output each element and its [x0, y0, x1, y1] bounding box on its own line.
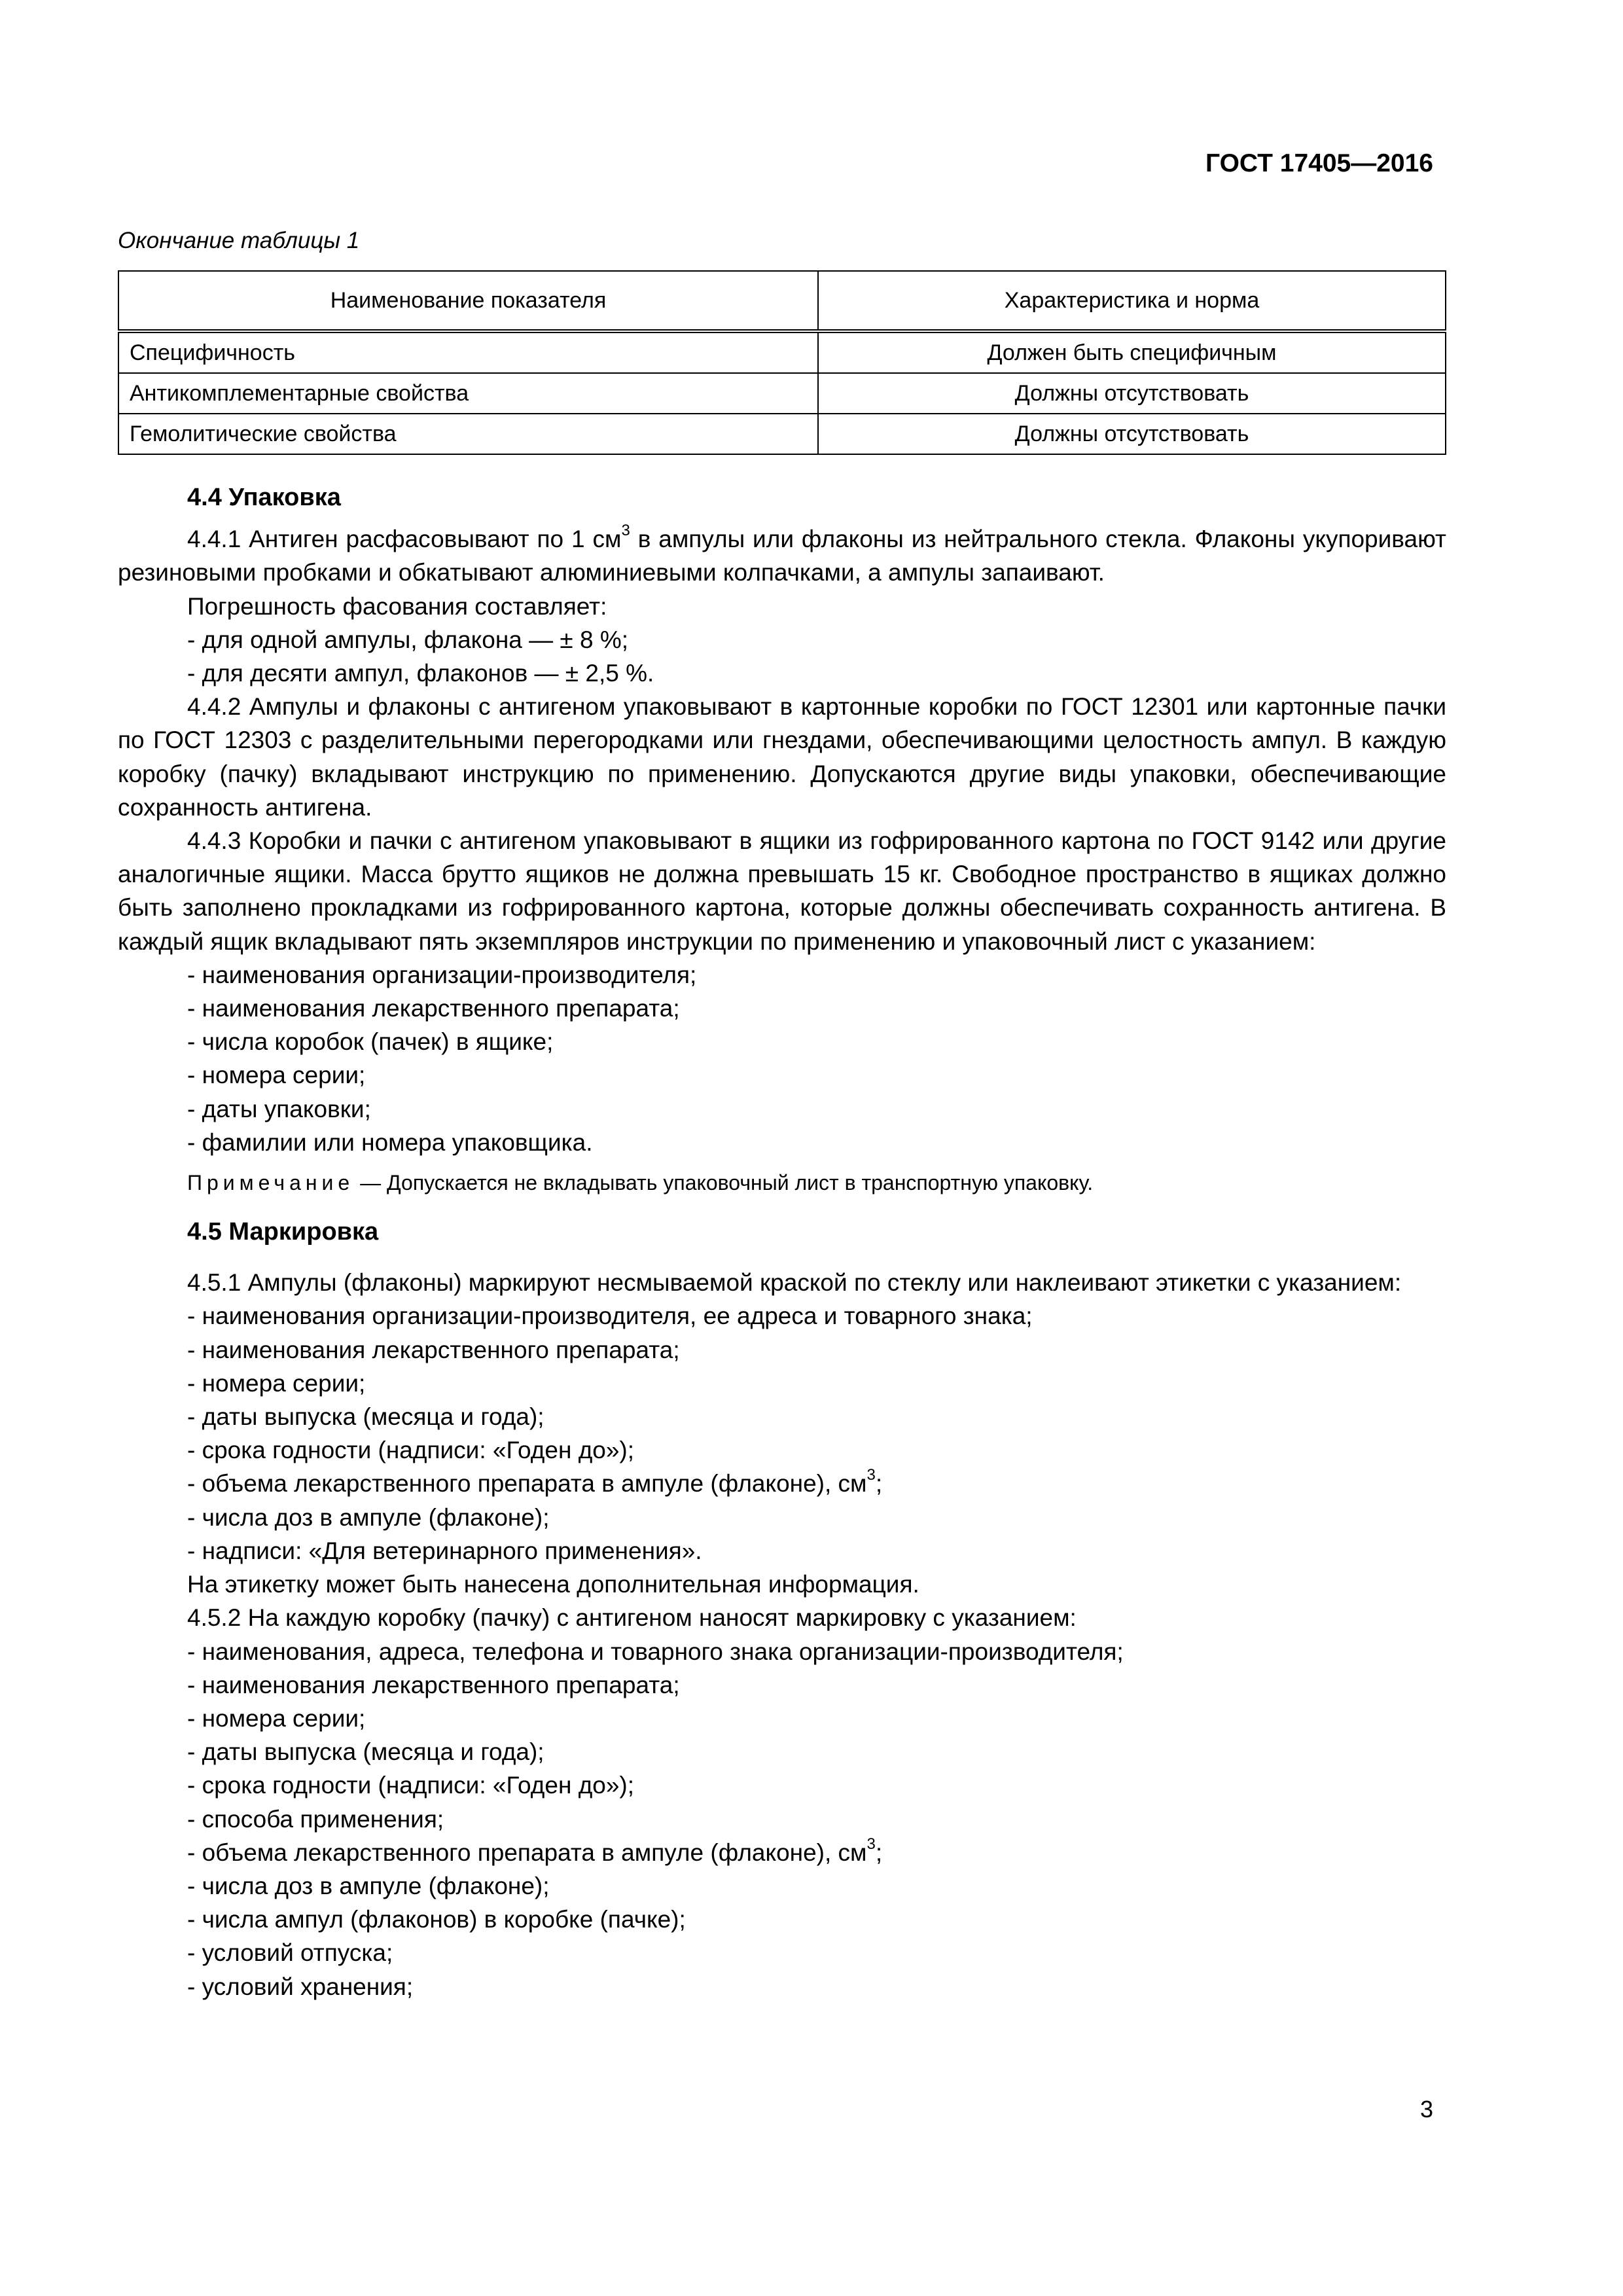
list-item: - для десяти ампул, флаконов — ± 2,5 %.	[187, 660, 654, 687]
text-run: в ампулы или флаконы из нейтрального стекла. Флаконы укупоривают резиновыми пробками и обкатывают алюминиевыми колпачками, а ампулы запаивают.	[118, 526, 1447, 586]
list-item: - условий хранения;	[187, 1973, 414, 2000]
list-item: - фамилии или номера упаковщика.	[187, 1128, 593, 1156]
section-heading: 4.4 Упаковка	[187, 484, 341, 511]
paragraph: На этикетку может быть нанесена дополнительная информация.	[187, 1571, 919, 1598]
list-item: - номера серии;	[187, 1704, 366, 1732]
text-run: - объема лекарственного препарата в ампуле (флаконе), см	[187, 1470, 867, 1498]
superscript: 3	[866, 1835, 876, 1853]
list-item: - наименования организации-производителя, ее адреса и товарного знака;	[187, 1302, 1033, 1330]
table-row	[118, 414, 1446, 454]
table-cell: Должны отсутствовать	[818, 414, 1446, 454]
table-cell: Должен быть специфичным	[818, 331, 1446, 373]
list-item: - даты упаковки;	[187, 1095, 371, 1122]
list-item: - наименования лекарственного препарата;	[187, 1336, 680, 1363]
list-item: - наименования организации-производителя;	[187, 961, 697, 988]
list-item: - способа применения;	[187, 1805, 444, 1833]
list-item: - наименования лекарственного препарата;	[187, 995, 680, 1022]
paragraph: 4.5.2 На каждую коробку (пачку) с антигеном наносят маркировку с указанием:	[187, 1604, 1077, 1632]
table-row	[118, 373, 1446, 414]
list-item: - срока годности (надписи: «Годен до»);	[187, 1437, 635, 1464]
paragraph: 4.5.1 Ампулы (флаконы) маркируют несмываемой краской по стеклу или наклеивают этикетки с указанием:	[187, 1269, 1402, 1297]
text-run: - объема лекарственного препарата в ампуле (флаконе), см	[187, 1839, 867, 1866]
list-item	[118, 1836, 1446, 1869]
list-item: - срока годности (надписи: «Годен до»);	[187, 1772, 635, 1799]
column-header: Характеристика и норма	[818, 271, 1446, 331]
paragraph: Погрешность фасования составляет:	[187, 592, 607, 620]
paragraph: 4.4.3 Коробки и пачки с антигеном упаковывают в ящики из гофрированного картона по ГОСТ 9142 или другие аналогичные ящики. Масса брутто ящиков не должна превышать 15 кг. Свободное пространство в ящиках должно быть заполнено прокладками из гофрированного картона, которые должны обеспечивать сохранность антигена. В каждый ящик вкладывают пять экземпляров инструкции по применению и упаковочный лист с указанием:	[118, 827, 1446, 955]
list-item: - для одной ампулы, флакона — ± 8 %;	[187, 626, 629, 653]
list-item: - надписи: «Для ветеринарного применения».	[187, 1537, 702, 1564]
table-header-row	[118, 271, 1446, 331]
specification-table	[118, 270, 1446, 455]
page-number: 3	[1419, 2096, 1433, 2123]
list-item: - числа доз в ампуле (флаконе);	[187, 1872, 550, 1899]
document-header: ГОСТ 17405—2016	[1205, 149, 1433, 177]
superscript: 3	[866, 1466, 876, 1484]
paragraph	[118, 522, 1446, 589]
table-cell: Специфичность	[118, 331, 818, 373]
text-run: 4.4.1 Антиген расфасовывают по 1 см	[187, 526, 622, 553]
table-cell: Антикомплементарные свойства	[118, 373, 818, 414]
table-cell: Гемолитические свойства	[118, 414, 818, 454]
note-text: — Допускается не вкладывать упаковочный лист в транспортную упаковку.	[354, 1171, 1094, 1195]
list-item: - номера серии;	[187, 1369, 366, 1397]
note-label: Примечание	[187, 1171, 355, 1195]
list-item: - даты выпуска (месяца и года);	[187, 1403, 544, 1431]
section-heading: 4.5 Маркировка	[187, 1218, 379, 1246]
document-body	[118, 481, 1446, 2003]
superscript: 3	[621, 522, 630, 540]
table-row	[118, 331, 1446, 373]
list-item: - числа ампул (флаконов) в коробке (пачке);	[187, 1906, 686, 1933]
table-cell: Должны отсутствовать	[818, 373, 1446, 414]
list-item: - числа коробок (пачек) в ящике;	[187, 1028, 554, 1056]
note	[118, 1167, 1446, 1198]
list-item: - условий отпуска;	[187, 1939, 393, 1967]
list-item: - наименования, адреса, телефона и товарного знака организации-производителя;	[187, 1638, 1124, 1665]
paragraph: 4.4.2 Ампулы и флаконы с антигеном упаковывают в картонные коробки по ГОСТ 12301 или картонные пачки по ГОСТ 12303 с разделительными перегородками или гнездами, обеспечивающими целостность ампул. В каждую коробку (пачку) вкладывают инструкцию по применению. Допускаются другие виды упаковки, обеспечивающие сохранность антигена.	[118, 693, 1446, 821]
list-item: - номера серии;	[187, 1062, 366, 1089]
column-header: Наименование показателя	[118, 271, 818, 331]
table-caption: Окончание таблицы 1	[118, 228, 360, 253]
text-run: ;	[875, 1470, 883, 1498]
list-item	[118, 1467, 1446, 1500]
text-run: ;	[875, 1839, 883, 1866]
list-item: - числа доз в ампуле (флаконе);	[187, 1503, 550, 1531]
list-item: - наименования лекарственного препарата;	[187, 1671, 680, 1698]
list-item: - даты выпуска (месяца и года);	[187, 1738, 544, 1766]
